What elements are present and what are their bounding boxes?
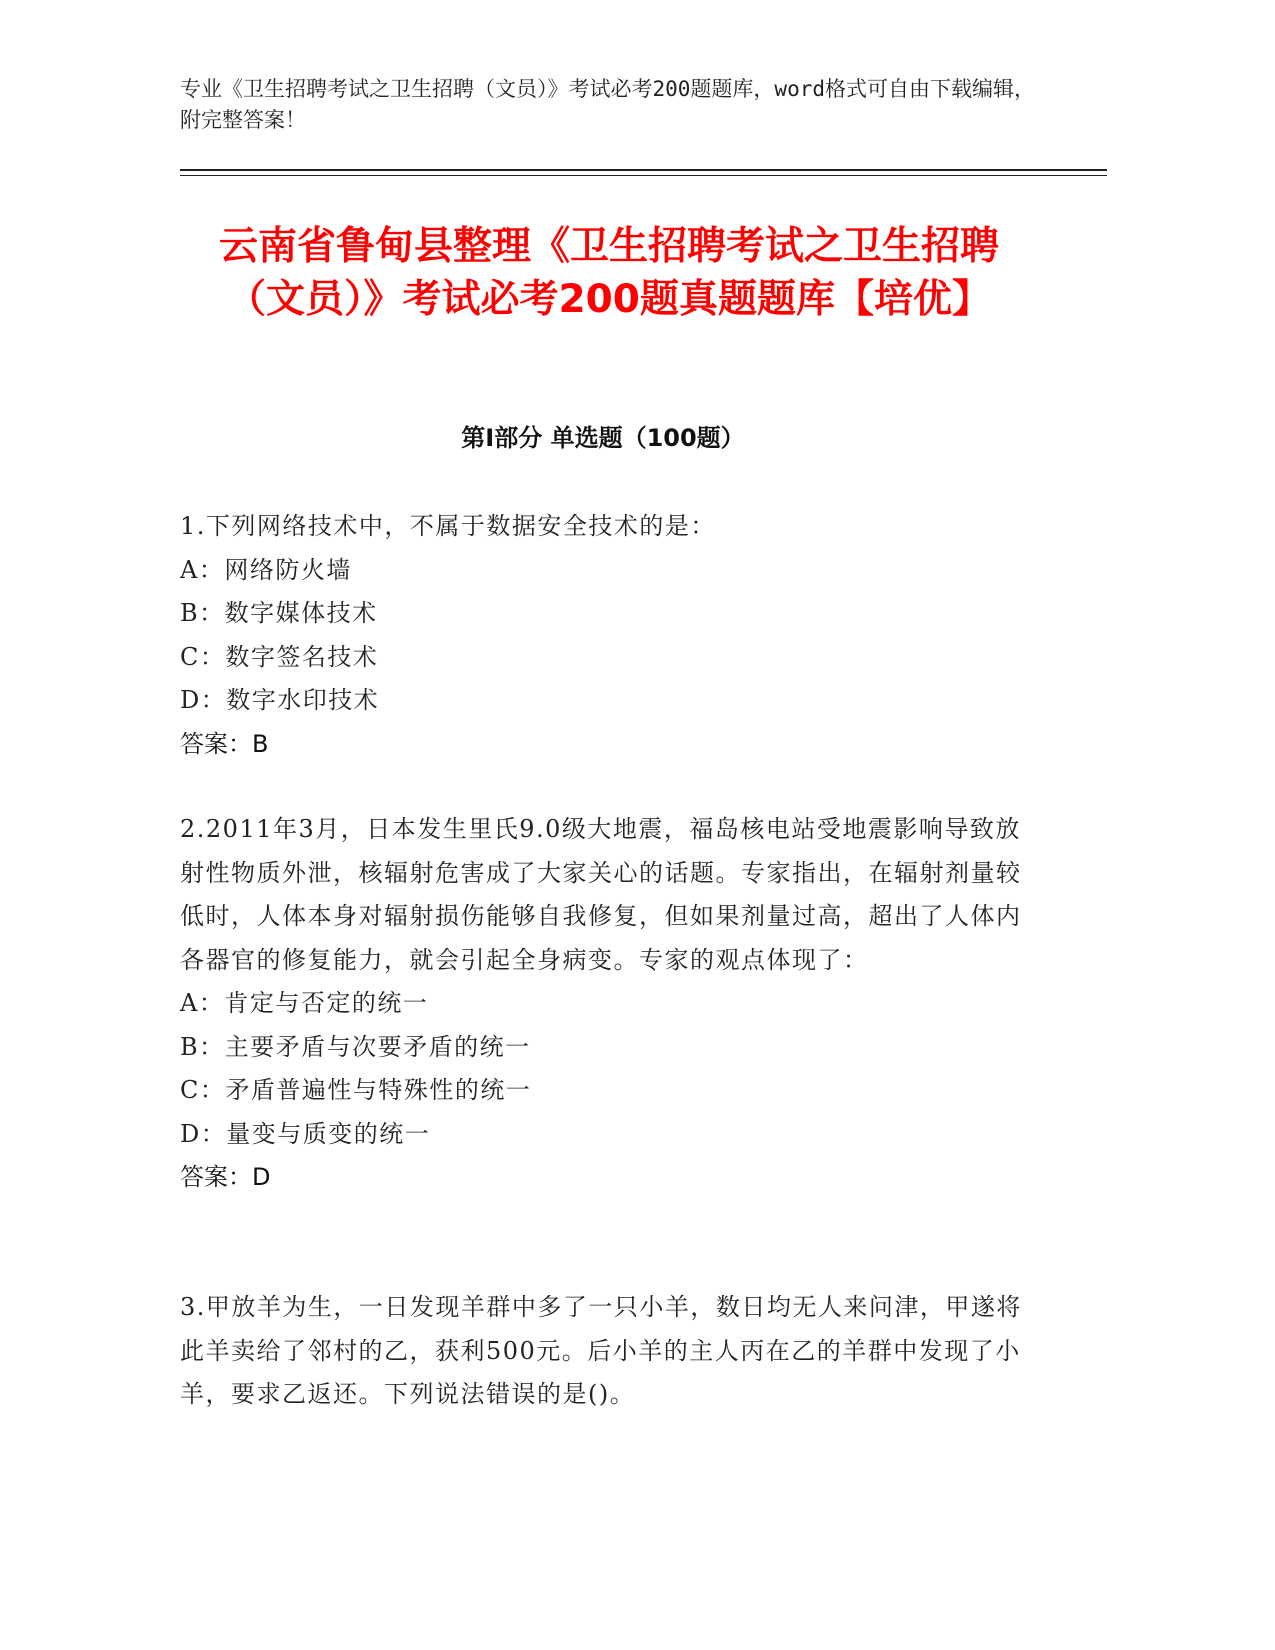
header-rule-thick: [180, 169, 1107, 171]
option-b: B：主要矛盾与次要矛盾的统一: [180, 1032, 531, 1061]
question-1: [180, 505, 1030, 766]
option-a: A：网络防火墙: [180, 555, 352, 584]
option-a: A：肯定与否定的统一: [180, 989, 429, 1017]
header-note: 专业《卫生招聘考试之卫生招聘（文员）》考试必考200题题库，word格式可自由下载编辑，附完整答案！: [180, 77, 1035, 132]
question-text: 2.2011年3月，日本发生里氏9.0级大地震，福岛核电站受地震影响导致放射性物质外泄，核辐射危害成了大家关心的话题。专家指出，在辐射剂量较低时，人体本身对辐射损伤能够自我修复，但如果剂量过高，超出了人体内各器官的修复能力，就会引起全身病变。专家的观点体现了：: [180, 815, 1022, 974]
option-c: C：矛盾普遍性与特殊性的统一: [180, 1076, 532, 1104]
question-text: 3.甲放羊为生，一日发现羊群中多了一只小羊，数日均无人来问津，甲遂将此羊卖给了邻村的乙，获利500元。后小羊的主人丙在乙的羊群中发现了小羊，要求乙返还。下列说法错误的是()。: [180, 1293, 1022, 1408]
answer: 答案：D: [180, 1163, 271, 1191]
question-3: [180, 1286, 1030, 1417]
answer: 答案：B: [180, 729, 269, 758]
option-d: D：数字水印技术: [180, 686, 380, 714]
question-text: 1.下列网络技术中，不属于数据安全技术的是：: [180, 512, 716, 540]
option-c: C：数字签名技术: [180, 642, 379, 671]
document-title: 云南省鲁甸县整理《卫生招聘考试之卫生招聘（文员）》考试必考200题真题题库【培优】: [218, 224, 999, 322]
header-rule-thin: [180, 175, 1107, 176]
section-heading: 第Ⅰ部分 单选题（100题）: [461, 424, 745, 452]
question-2: [180, 808, 1030, 1200]
option-d: D：量变与质变的统一: [180, 1119, 431, 1148]
option-b: B：数字媒体技术: [180, 599, 378, 627]
